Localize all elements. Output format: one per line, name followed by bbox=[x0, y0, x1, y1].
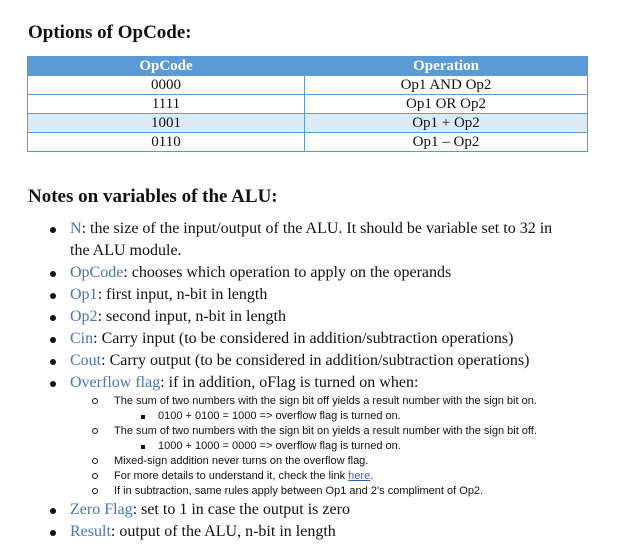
variable-name: Result bbox=[70, 523, 111, 540]
overflow-example: 0100 + 0100 = 1000 => overflow flag is turned on. bbox=[0, 409, 622, 424]
list-item-opcode bbox=[0, 262, 622, 284]
variable-description: : chooses which operation to apply on the operands bbox=[123, 264, 452, 281]
square-bullet-icon bbox=[141, 445, 145, 449]
opcode-options-heading: Options of OpCode: bbox=[28, 22, 192, 43]
list-item-n bbox=[0, 218, 622, 262]
variable-description: : Carry input (to be considered in addition/subtraction operations) bbox=[93, 330, 514, 347]
variable-description: : first input, n-bit in length bbox=[97, 286, 268, 303]
hollow-bullet-icon bbox=[92, 488, 98, 494]
variable-description: : the size of the input/output of the ALU. It should be variable set to 32 in bbox=[81, 220, 553, 237]
bullet-icon bbox=[50, 359, 56, 365]
variable-name: Op2 bbox=[70, 308, 98, 325]
table-row bbox=[28, 95, 588, 114]
variable-description: : output of the ALU, n-bit in length bbox=[110, 523, 336, 540]
list-item-cin bbox=[0, 328, 622, 350]
hollow-bullet-icon bbox=[92, 428, 98, 434]
variable-name: Op1 bbox=[70, 286, 98, 303]
overflow-subitem: If in subtraction, same rules apply between Op1 and 2’s compliment of Op2. bbox=[0, 484, 622, 499]
operation-cell: Op1 OR Op2 bbox=[305, 95, 588, 114]
overflow-subitem: The sum of two numbers with the sign bit on yields a result number with the sign bit off. bbox=[0, 424, 622, 439]
variable-description: : Carry output (to be considered in addition/subtraction operations) bbox=[101, 352, 530, 369]
variable-name: Zero Flag bbox=[70, 501, 133, 518]
bullet-icon bbox=[50, 530, 56, 536]
variable-name: Cin bbox=[70, 330, 94, 347]
opcode-table bbox=[27, 56, 588, 152]
table-row bbox=[28, 76, 588, 95]
list-item-result bbox=[0, 521, 622, 543]
list-item-overflow bbox=[0, 372, 622, 394]
opcode-cell: 1111 bbox=[28, 95, 305, 114]
list-item-zero-flag bbox=[0, 499, 622, 521]
square-bullet-icon bbox=[141, 415, 145, 419]
list-item-cout bbox=[0, 350, 622, 372]
variable-name: OpCode bbox=[70, 264, 124, 281]
hollow-bullet-icon bbox=[92, 398, 98, 404]
overflow-subitem: For more details to understand it, check the link here. bbox=[0, 469, 622, 484]
opcode-cell: 0000 bbox=[28, 76, 305, 95]
variable-description-cont: the ALU module. bbox=[70, 242, 182, 259]
variable-description: : if in addition, oFlag is turned on when: bbox=[160, 374, 419, 391]
variable-name: Cout bbox=[70, 352, 102, 369]
table-row bbox=[28, 133, 588, 152]
overflow-subitem: The sum of two numbers with the sign bit off yields a result number with the sign bit on. bbox=[0, 394, 622, 409]
overflow-subitem: Mixed-sign addition never turns on the overflow flag. bbox=[0, 454, 622, 469]
operation-cell: Op1 AND Op2 bbox=[305, 76, 588, 95]
hollow-bullet-icon bbox=[92, 458, 98, 464]
bullet-icon bbox=[50, 315, 56, 321]
variable-name: Overflow flag bbox=[70, 374, 161, 391]
bullet-icon bbox=[50, 271, 56, 277]
overflow-details-link[interactable]: here bbox=[348, 470, 371, 482]
operation-cell: Op1 – Op2 bbox=[305, 133, 588, 152]
alu-notes-heading: Notes on variables of the ALU: bbox=[28, 186, 278, 207]
bullet-icon bbox=[50, 381, 56, 387]
hollow-bullet-icon bbox=[92, 473, 98, 479]
bullet-icon bbox=[50, 508, 56, 514]
variable-description: : set to 1 in case the output is zero bbox=[132, 501, 350, 518]
bullet-icon bbox=[50, 337, 56, 343]
list-item-op2 bbox=[0, 306, 622, 328]
operation-cell: Op1 + Op2 bbox=[305, 114, 588, 133]
variable-description: : second input, n-bit in length bbox=[97, 308, 286, 325]
column-header-opcode: OpCode bbox=[28, 57, 305, 76]
alu-notes-list bbox=[0, 218, 622, 543]
table-header-row bbox=[28, 57, 588, 76]
bullet-icon bbox=[50, 293, 56, 299]
opcode-cell: 0110 bbox=[28, 133, 305, 152]
bullet-icon bbox=[50, 227, 56, 233]
overflow-example: 1000 + 1000 = 0000 => overflow flag is turned on. bbox=[0, 439, 622, 454]
list-item-op1 bbox=[0, 284, 622, 306]
opcode-cell: 1001 bbox=[28, 114, 305, 133]
column-header-operation: Operation bbox=[305, 57, 588, 76]
table-row bbox=[28, 114, 588, 133]
variable-name: N bbox=[70, 220, 82, 237]
